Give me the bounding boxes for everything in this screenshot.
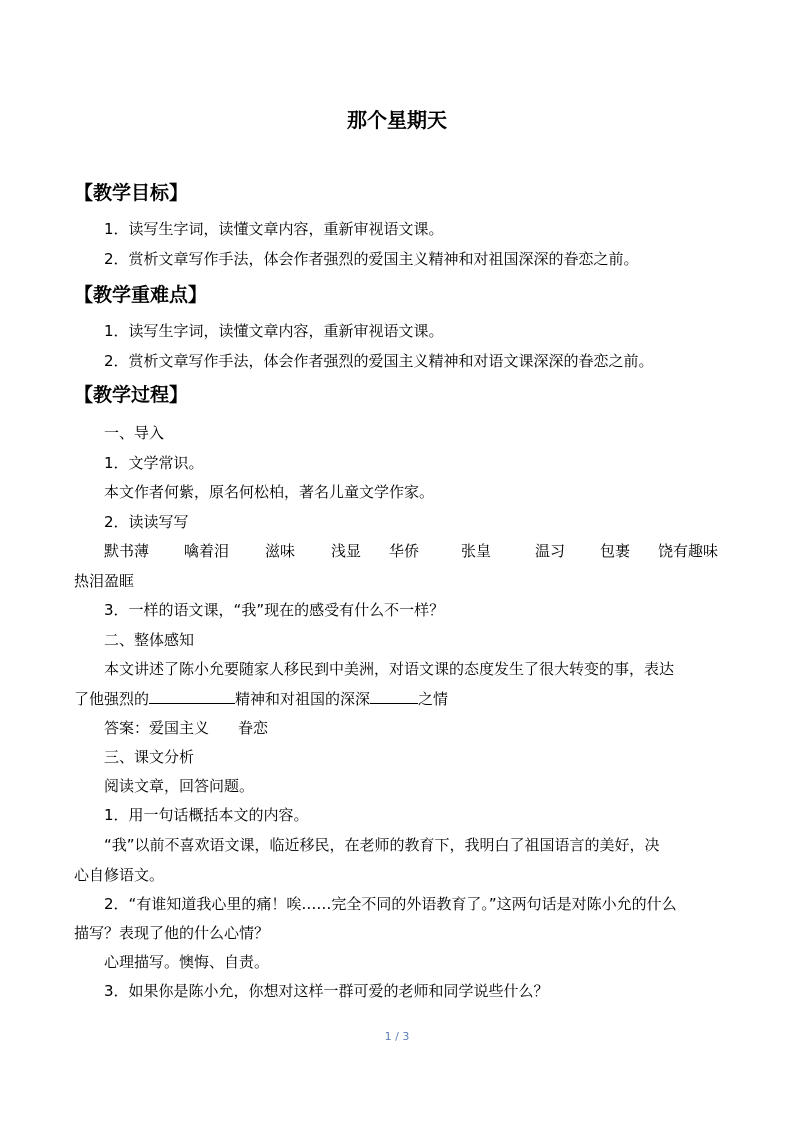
analysis-answer-1-line-2: 心自修语文。 [74, 866, 165, 884]
key-points-item-2: 2．赏析文章写作手法，体会作者强烈的爱国主义精神和对语文课深深的眷恋之前。 [104, 352, 654, 370]
summary-text-a: 了他强烈的 [74, 690, 150, 708]
key-points-item-1: 1．读写生字词，读懂文章内容，重新审视语文课。 [104, 322, 444, 340]
word-item: 张皇 [461, 542, 492, 560]
goals-item-2: 2．赏析文章写作手法，体会作者强烈的爱国主义精神和对祖国深深的眷恋之前。 [104, 250, 639, 268]
answer-1: 答案：爱国主义 [104, 719, 210, 737]
question-3: 3．一样的语文课，“我”现在的感受有什么不一样？ [104, 601, 445, 619]
page-number: 1 / 3 [384, 1030, 410, 1043]
word-item: 热泪盈眶 [74, 572, 135, 590]
word-item: 默书薄 [104, 542, 150, 560]
key-points-heading: 【教学重难点】 [74, 284, 208, 306]
process-heading: 【教学过程】 [74, 384, 189, 406]
word-item: 饶有趣味 [658, 542, 719, 560]
goals-heading: 【教学目标】 [74, 182, 189, 204]
literature-text: 本文作者何紫，原名何松柏，著名儿童文学作家。 [104, 483, 435, 501]
analysis-answer-2: 心理描写。懊悔、自责。 [104, 953, 270, 971]
fill-blank[interactable] [149, 689, 235, 704]
goals-item-1: 1．读写生字词，读懂文章内容，重新审视语文课。 [104, 220, 444, 238]
answer-2: 眷恋 [238, 719, 269, 737]
read-write-title: 2．读读写写 [104, 513, 189, 531]
part2-title: 二、整体感知 [104, 631, 195, 649]
answer-line [104, 717, 268, 738]
word-item: 滋味 [265, 542, 296, 560]
word-item: 浅显 [331, 542, 362, 560]
word-item: 噙着泪 [184, 542, 230, 560]
summary-text-c: 之情 [418, 690, 449, 708]
analysis-question-3: 3．如果你是陈小允，你想对这样一群可爱的老师和同学说些什么？ [104, 982, 549, 1000]
word-item: 温习 [535, 542, 566, 560]
fill-blank[interactable] [370, 689, 418, 704]
word-item: 包裹 [600, 542, 631, 560]
word-list [0, 540, 794, 560]
read-prompt: 阅读文章，回答问题。 [104, 777, 255, 795]
word-item: 华侨 [389, 542, 420, 560]
page-title: 那个星期天 [347, 108, 447, 132]
summary-line-1: 本文讲述了陈小允要随家人移民到中美洲，对语文课的态度发生了很大转变的事，表达 [104, 660, 675, 678]
summary-line-2 [74, 688, 448, 709]
summary-text-b: 精神和对祖国的深深 [235, 690, 371, 708]
analysis-question-2-line-1: 2．“有谁知道我心里的痛！唉……完全不同的外语教育了。”这两句话是对陈小允的什么 [104, 895, 677, 913]
part1-title: 一、导入 [104, 424, 165, 442]
part3-title: 三、课文分析 [104, 748, 195, 766]
analysis-answer-1-line-1: “我”以前不喜欢语文课，临近移民，在老师的教育下，我明白了祖国语言的美好，决 [104, 836, 660, 854]
literature-title: 1．文学常识。 [104, 454, 204, 472]
analysis-question-1: 1．用一句话概括本文的内容。 [104, 806, 309, 824]
analysis-question-2-line-2: 描写？表现了他的什么心情？ [74, 924, 270, 942]
